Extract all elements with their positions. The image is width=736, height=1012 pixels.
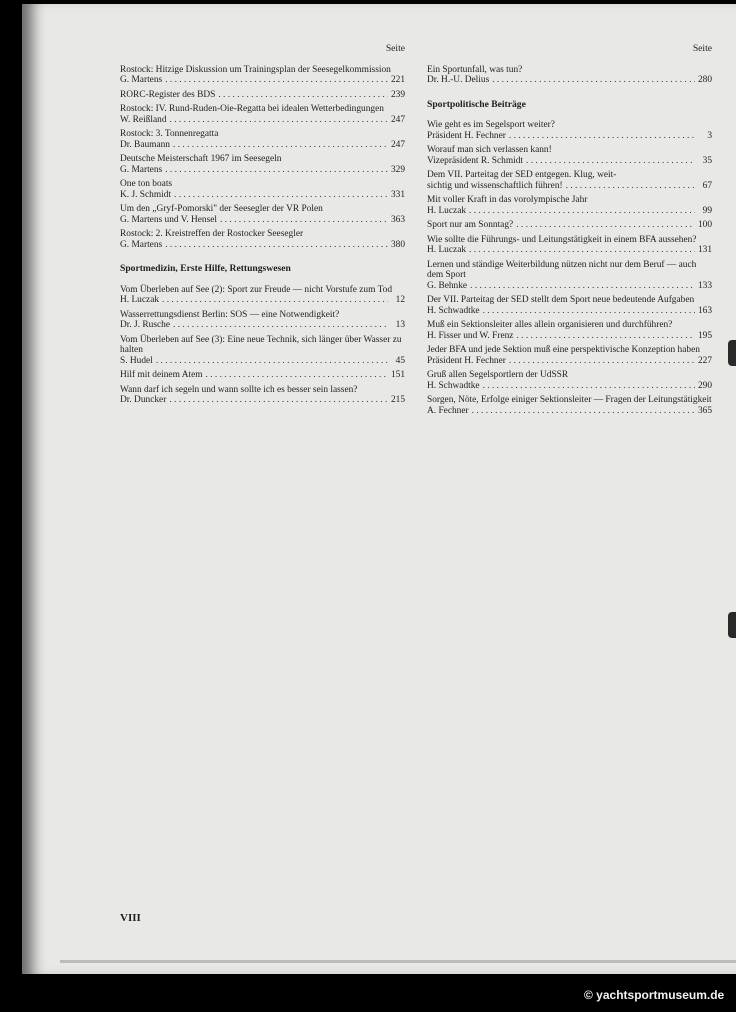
toc-entry [427, 170, 712, 191]
entry-page-number: 13 [395, 320, 405, 330]
toc-entry [427, 345, 712, 366]
leader-dots [173, 140, 388, 151]
entry-author-line [427, 75, 712, 86]
entry-author-line [120, 240, 405, 251]
leader-dots [156, 356, 388, 367]
entry-author-line [120, 395, 405, 406]
entry-title: Deutsche Meisterschaft 1967 im Seesegeln [120, 154, 282, 164]
toc-entry [427, 320, 712, 341]
entry-page-number: 131 [697, 245, 712, 255]
entry-author: W. Reißland [120, 114, 167, 125]
toc-entry [120, 285, 405, 306]
entry-author-line [120, 190, 405, 201]
entry-page-number: 365 [697, 405, 712, 416]
entry-author-line [427, 406, 712, 417]
entry-title: Jeder BFA und jede Sektion muß eine perspektivische Konzeption haben [427, 345, 700, 355]
leader-dots [516, 331, 694, 342]
entry-author: Sport nur am Sonntag? [427, 220, 514, 230]
entry-author: H. Luczak [120, 295, 160, 305]
entry-author: Dr. Duncker [120, 395, 167, 405]
leader-dots [483, 381, 695, 392]
entry-author: Dr. H.-U. Delius [427, 75, 490, 85]
entry-title: Lernen und ständige Weiterbildung nützen nicht nur dem Beruf — auch dem Sport [427, 259, 697, 280]
entry-page-number: 227 [697, 355, 712, 366]
entry-page-number: 99 [702, 205, 712, 216]
leader-dots [170, 115, 388, 126]
entry-title: Um den „Gryf-Pomorski" der Seesegler der VR Polen [120, 204, 323, 214]
page-folio: VIII [120, 912, 141, 924]
entry-page-number: 45 [395, 355, 405, 366]
entry-author: K. J. Schmidt [120, 189, 172, 200]
toc-entry [427, 220, 712, 231]
left-entry-list [120, 65, 405, 251]
entry-page-number: 239 [390, 89, 405, 100]
entry-author-line [427, 381, 712, 392]
entry-page-number: 35 [702, 155, 712, 166]
leader-dots [206, 370, 388, 381]
toc-entry [427, 370, 712, 391]
entry-title: Mit voller Kraft in das vorolympische Jahr [427, 195, 588, 205]
entry-title: Vom Überleben auf See (2): Sport zur Freude — nicht Vorstufe zum Tod [120, 284, 393, 295]
entry-page-number: 100 [697, 220, 712, 230]
entry-author: H. Luczak [427, 245, 467, 255]
leader-dots [492, 75, 695, 86]
entry-author-line [427, 131, 712, 142]
entry-author: sichtig und wissenschaftlich führen! [427, 180, 563, 191]
toc-entry [120, 154, 405, 175]
leader-dots [165, 75, 388, 86]
entry-author: H. Schwadtke [427, 305, 480, 316]
sportpolitik-entry-list [427, 120, 712, 416]
toc-entry [427, 295, 712, 316]
entry-author-line [120, 356, 405, 367]
binder-tab-lower [728, 612, 736, 638]
entry-author-line [120, 215, 405, 226]
seite-header-left: Seite [385, 43, 405, 54]
entry-title: One ton boats [120, 179, 173, 189]
entry-author: RORC-Register des BDS [120, 89, 216, 100]
entry-author-line [427, 306, 712, 317]
entry-author: G. Martens [120, 164, 163, 175]
section-heading-sportmedizin: Sportmedizin, Erste Hilfe, Rettungswesen [120, 263, 291, 274]
leader-dots [220, 215, 388, 226]
entry-author-line [427, 356, 712, 367]
sportmedizin-entry-list [120, 285, 405, 406]
toc-entry [427, 120, 712, 141]
entry-author-line [120, 295, 405, 306]
toc-entry [427, 260, 712, 292]
right-column [427, 44, 712, 420]
entry-author-line [120, 320, 405, 331]
entry-author-line [120, 75, 405, 86]
entry-title: Der VII. Parteitag der SED stellt dem Sport neue bedeutende Aufgaben [427, 295, 695, 305]
right-top-entry-list [427, 65, 712, 86]
entry-page-number: 331 [390, 189, 405, 200]
entry-title: Vom Überleben auf See (3): Eine neue Technik, sich länger über Wasser zu halten [120, 334, 402, 355]
left-column [120, 44, 405, 410]
entry-author: Hilf mit deinem Atem [120, 370, 203, 380]
entry-author: G. Behnke [427, 280, 468, 291]
leader-dots [169, 395, 388, 406]
toc-entry [427, 395, 712, 416]
leader-dots [470, 281, 695, 292]
leader-dots [472, 406, 695, 417]
leader-dots [483, 306, 695, 317]
leader-dots [165, 240, 388, 251]
leader-dots [218, 90, 388, 101]
entry-author: Präsident H. Fechner [427, 130, 506, 141]
toc-entry [120, 65, 405, 86]
leader-dots [174, 190, 388, 201]
entry-author: S. Hudel [120, 355, 153, 366]
entry-page-number: 195 [697, 330, 712, 341]
entry-author: G. Martens [120, 239, 163, 250]
toc-entry [427, 65, 712, 86]
entry-title: Worauf man sich verlassen kann! [427, 145, 552, 155]
leader-dots [469, 206, 695, 217]
entry-author: G. Martens [120, 75, 163, 85]
entry-author-line [120, 370, 405, 381]
entry-author-line [120, 165, 405, 176]
entry-title: Rostock: 2. Kreistreffen der Rostocker Seesegler [120, 229, 304, 239]
entry-page-number: 151 [390, 370, 405, 380]
entry-page-number: 290 [697, 380, 712, 391]
toc-entry [120, 104, 405, 125]
entry-page-number: 67 [702, 180, 712, 191]
leader-dots [516, 220, 695, 231]
page-edge [60, 960, 736, 963]
toc-entry [120, 310, 405, 331]
watermark-text: © yachtsportmuseum.de [584, 988, 725, 1002]
entry-title: Ein Sportunfall, was tun? [427, 64, 523, 75]
leader-dots [469, 245, 695, 256]
leader-dots [509, 356, 695, 367]
leader-dots [162, 295, 388, 306]
entry-page-number: 247 [390, 139, 405, 150]
seite-header-right: Seite [692, 43, 712, 54]
entry-title: Wie sollte die Führungs- und Leitungstätigkeit in einem BFA aussehen? [427, 234, 697, 245]
entry-title: Muß ein Sektionsleiter alles allein organisieren und durchführen? [427, 320, 673, 330]
entry-author-line [427, 331, 712, 342]
entry-author: A. Fechner [427, 405, 469, 416]
leader-dots [173, 320, 388, 331]
entry-title: Wasserrettungsdienst Berlin: SOS — eine Notwendigkeit? [120, 309, 340, 320]
entry-title: Dem VII. Parteitag der SED entgegen. Klug, weit- [427, 170, 617, 180]
entry-author-line [427, 245, 712, 256]
toc-entry [120, 179, 405, 200]
toc-entry [120, 370, 405, 381]
entry-author-line [427, 181, 712, 192]
entry-author-line [427, 220, 712, 231]
toc-entry [120, 335, 405, 367]
leader-dots [566, 181, 695, 192]
toc-entry [120, 90, 405, 101]
entry-author-line [427, 156, 712, 167]
toc-entry [120, 204, 405, 225]
entry-title: Wann darf ich segeln und wann sollte ich es besser sein lassen? [120, 384, 358, 395]
entry-author-line [120, 115, 405, 126]
entry-title: Wie geht es im Segelsport weiter? [427, 120, 555, 130]
entry-author: H. Luczak [427, 205, 467, 216]
section-heading-sportpolitik: Sportpolitische Beiträge [427, 98, 526, 110]
entry-page-number: 280 [697, 75, 712, 85]
binder-tab-upper [728, 340, 736, 366]
toc-entry [120, 229, 405, 250]
entry-title: Rostock: IV. Rund-Ruden-Oie-Regatta bei idealen Wetterbedingungen [120, 104, 384, 114]
entry-page-number: 3 [707, 130, 712, 141]
entry-title: Rostock: Hitzige Diskussion um Trainingsplan der Seesegelkommission [120, 64, 391, 75]
entry-author: Vizepräsident R. Schmidt [427, 155, 524, 166]
toc-entry [427, 195, 712, 216]
entry-page-number: 215 [390, 395, 405, 405]
entry-page-number: 163 [697, 305, 712, 316]
entry-page-number: 363 [390, 214, 405, 225]
entry-author: H. Fisser und W. Frenz [427, 330, 514, 341]
entry-page-number: 12 [395, 295, 405, 305]
leader-dots [526, 156, 695, 167]
entry-page-number: 380 [390, 239, 405, 250]
entry-author: H. Schwadtke [427, 380, 480, 391]
entry-author: G. Martens und V. Hensel [120, 214, 218, 225]
entry-title: Gruß allen Segelsportlern der UdSSR [427, 370, 569, 380]
entry-page-number: 329 [390, 164, 405, 175]
entry-title: Rostock: 3. Tonnenregatta [120, 129, 219, 139]
leader-dots [509, 131, 695, 142]
entry-author: Dr. Baumann [120, 139, 170, 150]
entry-page-number: 221 [390, 75, 405, 85]
entry-page-number: 247 [390, 114, 405, 125]
entry-author: Präsident H. Fechner [427, 355, 506, 366]
entry-author-line [120, 90, 405, 101]
leader-dots [165, 165, 388, 176]
entry-page-number: 133 [697, 280, 712, 291]
toc-entry [427, 235, 712, 256]
entry-author-line [427, 281, 712, 292]
toc-entry [120, 385, 405, 406]
entry-title: Sorgen, Nöte, Erfolge einiger Sektionsleiter — Fragen der Leitungstätigkeit [427, 395, 712, 405]
entry-author-line [427, 206, 712, 217]
toc-entry [120, 129, 405, 150]
toc-entry [427, 145, 712, 166]
entry-author-line [120, 140, 405, 151]
entry-author: Dr. J. Rusche [120, 320, 170, 330]
